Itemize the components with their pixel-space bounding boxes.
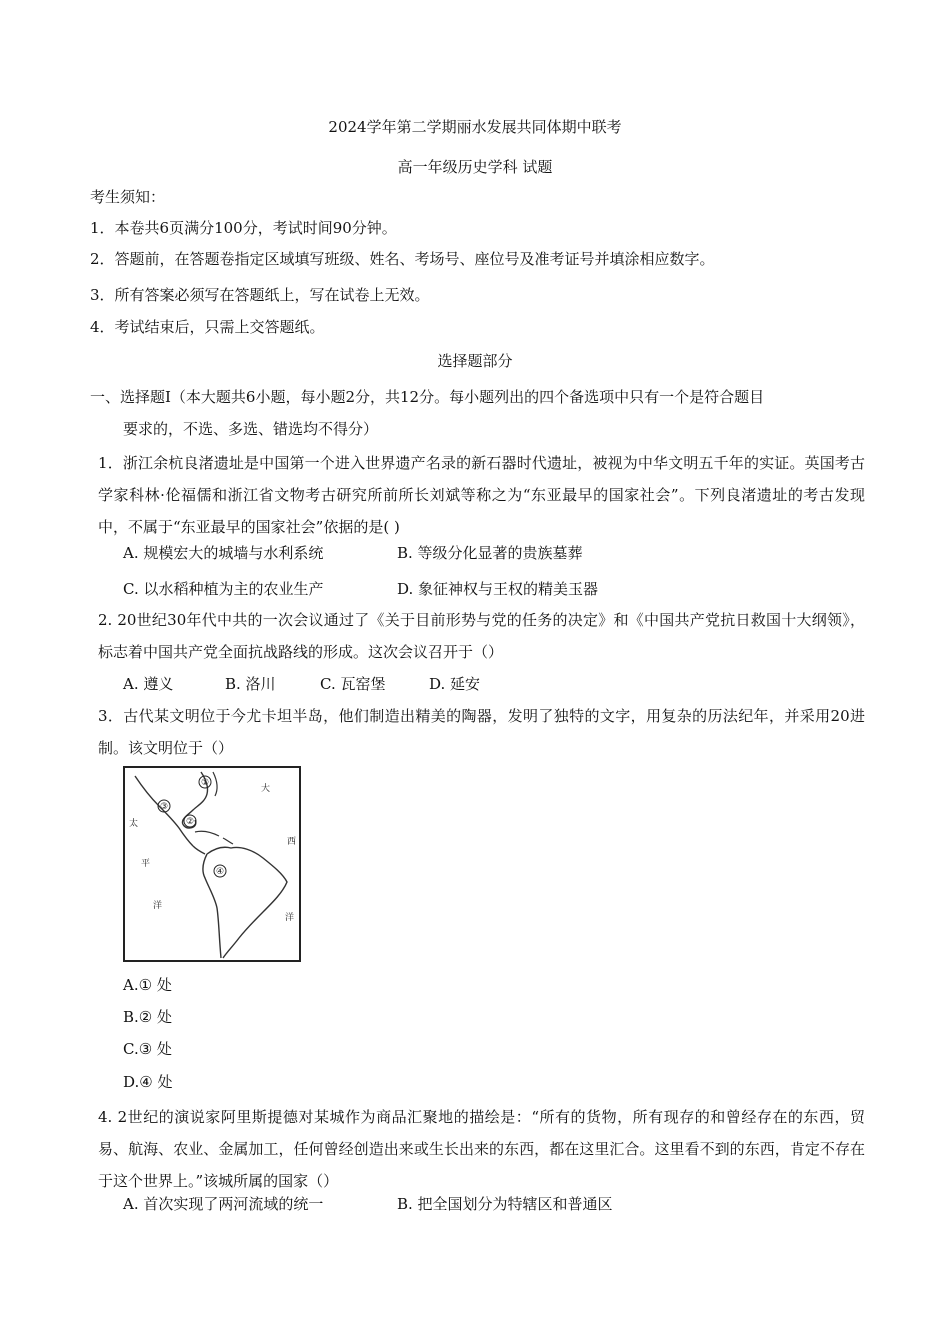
q1-option-c: C. 以水稻种植为主的农业生产 — [123, 580, 324, 598]
question-1-stem: 1．浙江余杭良渚遗址是中国第一个进入世界遗产名录的新石器时代遗址，被视为中华文明五千年的实证。英国考古学家科林·伦福儒和浙江省文物考古研究所前所长刘斌等称之为“东亚最早的国家社会”。下列良渚遗址的考古发现中，不属于“东亚最早的国家社会”依据的是( ) — [98, 454, 865, 536]
q2-option-c: C. 瓦窑堡 — [320, 675, 386, 693]
marker-1-label: ① — [200, 778, 210, 788]
q2-option-a: A. 遵义 — [123, 675, 174, 693]
q1-option-d: D. 象征神权与王权的精美玉器 — [397, 580, 599, 598]
q1-option-b: B. 等级分化显著的贵族墓葬 — [397, 544, 583, 562]
exam-title: 2024学年第二学期丽水发展共同体期中联考 — [328, 118, 622, 136]
part-instructions-line-1: 一、选择题Ⅰ（本大题共6小题，每小题2分，共12分。每小题列出的四个备选项中只有一个是符合题目 — [90, 388, 765, 406]
notice-item-4: 4．考试结束后，只需上交答题纸。 — [90, 318, 325, 336]
label-atlantic-2: 西 — [287, 837, 297, 847]
q2-option-d: D. 延安 — [429, 675, 481, 693]
label-pacific-1: 太 — [129, 819, 139, 829]
question-3-stem: 3．古代某文明位于今尤卡坦半岛，他们制造出精美的陶器，发明了独特的文字，用复杂的历法纪年，并采用20进制。该文明位于（） — [98, 707, 865, 757]
q3-option-a: A.① 处 — [123, 976, 172, 994]
notice-heading: 考生须知： — [90, 188, 166, 206]
notice-item-1: 1．本卷共6页满分100分，考试时间90分钟。 — [90, 219, 397, 237]
marker-2-label: ② — [185, 817, 195, 827]
label-pacific-3: 洋 — [153, 901, 163, 911]
exam-subtitle: 高一年级历史学科 试题 — [397, 158, 553, 176]
q4-option-a: A. 首次实现了两河流域的统一 — [123, 1195, 324, 1213]
marker-3-label: ③ — [159, 802, 169, 812]
q3-option-d: D.④ 处 — [123, 1073, 173, 1091]
q3-option-c: C.③ 处 — [123, 1040, 172, 1058]
question-4-stem: 4. 2世纪的演说家阿里斯提德对某城作为商品汇聚地的描绘是：“所有的货物，所有现存的和曾经存在的东西，贸易、航海、农业、金属加工，任何曾经创造出来或生长出来的东西，都在这里汇合。这里看不到的东西，肯定不存在于这个世界上。”该城所属的国家（） — [98, 1108, 865, 1190]
q1-option-a: A. 规模宏大的城墙与水利系统 — [123, 544, 324, 562]
label-atlantic-3: 洋 — [285, 913, 295, 923]
question-2-stem: 2. 20世纪30年代中共的一次会议通过了《关于目前形势与党的任务的决定》和《中国共产党抗日救国十大纲领》，标志着中国共产党全面抗战路线的形成。这次会议召开于（） — [98, 611, 865, 661]
section-title: 选择题部分 — [437, 352, 513, 370]
label-pacific-2: 平 — [141, 859, 151, 869]
part-instructions-line-2: 要求的，不选、多选、错选均不得分） — [123, 420, 379, 438]
q4-option-b: B. 把全国划分为特辖区和普通区 — [397, 1195, 613, 1213]
notice-item-2: 2．答题前，在答题卷指定区域填写班级、姓名、考场号、座位号及准考证号并填涂相应数字。 — [90, 250, 715, 268]
q3-option-b: B.② 处 — [123, 1008, 173, 1026]
q2-option-b: B. 洛川 — [225, 675, 276, 693]
label-atlantic-1: 大 — [261, 784, 271, 794]
americas-map — [123, 766, 301, 962]
notice-item-3: 3．所有答案必须写在答题纸上，写在试卷上无效。 — [90, 286, 430, 304]
marker-4-label: ④ — [215, 867, 225, 877]
